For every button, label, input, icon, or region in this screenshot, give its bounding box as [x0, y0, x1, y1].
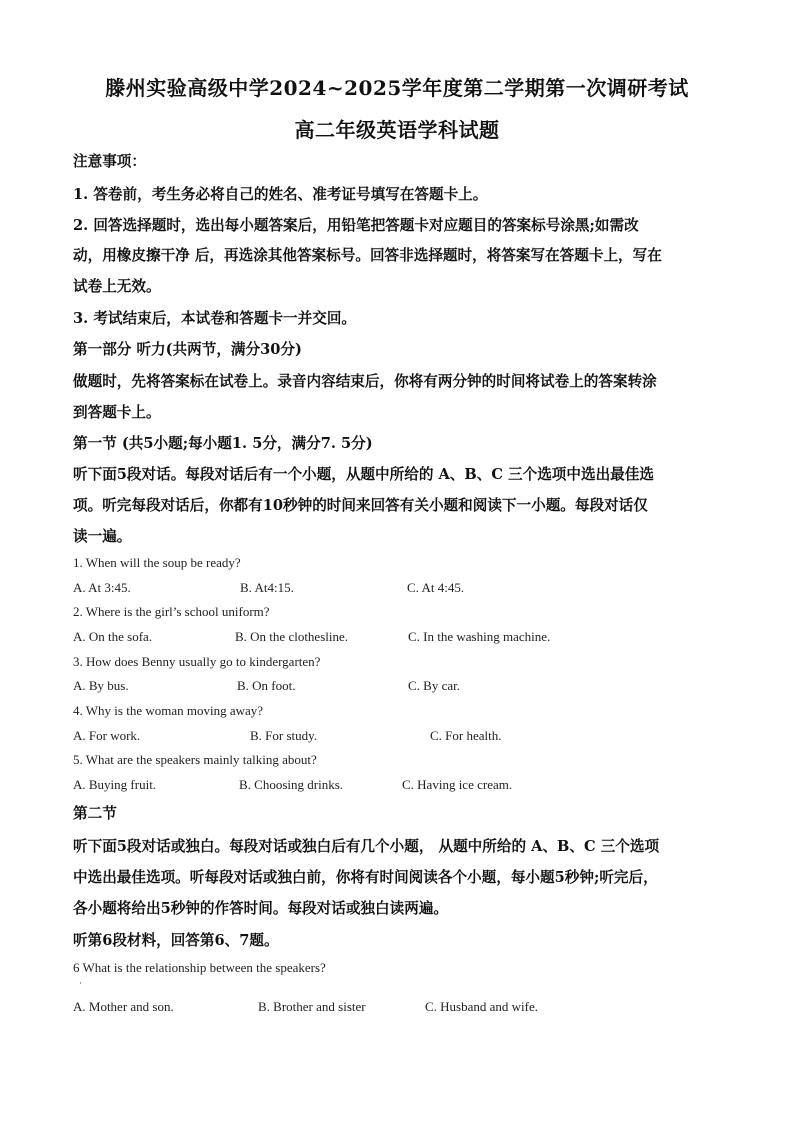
option-b: B. On foot. [237, 678, 296, 693]
section1-instruction-line-2: 项。听完每段对话后，你都有10秒钟的时间来回答有关小题和阅读下一小题。每段对话仅 [73, 497, 648, 514]
material-6-heading: 听第6段材料，回答第6、7题。 [73, 932, 279, 949]
option-c: C. By car. [408, 678, 460, 693]
option-b: B. For study. [250, 728, 318, 743]
question-stem: 5. What are the speakers mainly talking about? [73, 752, 317, 767]
section1-heading: 第一节 (共5小题;每小题1. 5分，满分7. 5分) [73, 435, 373, 452]
exam-title: 滕州实验高级中学2024~2025学年度第二学期第一次调研考试 [105, 76, 689, 100]
option-c: C. Husband and wife. [425, 999, 539, 1014]
option-b: B. At4:15. [240, 580, 294, 595]
option-c: C. For health. [430, 728, 502, 743]
section2-instruction-line-2: 中选出最佳选项。听每段对话或独白前，你将有时间阅读各个小题，每小题5秒钟;听完后， [73, 869, 658, 886]
note-item-3: 3. 考试结束后，本试卷和答题卡一并交回。 [73, 310, 357, 327]
option-b: B. Choosing drinks. [239, 777, 344, 792]
part1-instruction-line-2: 到答题卡上。 [73, 404, 161, 421]
option-c: C. Having ice cream. [402, 777, 513, 792]
option-a: A. For work. [73, 728, 141, 743]
stray-mark: · [79, 978, 82, 988]
section2-instruction-line-1: 听下面5段对话或独白。每段对话或独白后有几个小题， 从题中所给的 A、B、C 三个选项 [73, 838, 660, 855]
option-a: A. At 3:45. [73, 580, 131, 595]
notes-heading: 注意事项： [73, 153, 146, 170]
part1-instruction-line-1: 做题时，先将答案标在试卷上。录音内容结束后，你将有两分钟的时间将试卷上的答案转涂 [73, 373, 657, 390]
section2-heading: 第二节 [73, 805, 117, 822]
option-a: A. Buying fruit. [73, 777, 157, 792]
option-a: A. Mother and son. [73, 999, 174, 1014]
option-c: C. At 4:45. [407, 580, 465, 595]
section2-instruction-line-3: 各小题将给出5秒钟的作答时间。每段对话或独白读两遍。 [73, 900, 449, 917]
option-a: A. By bus. [73, 678, 129, 693]
exam-subtitle: 高二年级英语学科试题 [294, 118, 500, 142]
note-item-2-line-2: 动，用橡皮擦干净 后，再选涂其他答案标号。回答非选择题时，将答案写在答题卡上，写在 [73, 247, 662, 264]
part1-heading: 第一部分 听力(共两节，满分30分) [73, 341, 302, 358]
note-item-2-line-3: 试卷上无效。 [73, 278, 161, 295]
question-stem: 6 What is the relationship between the speakers? [73, 960, 326, 975]
question-stem: 4. Why is the woman moving away? [73, 703, 264, 718]
section1-instruction-line-3: 读一遍。 [73, 528, 132, 545]
option-a: A. On the sofa. [73, 629, 153, 644]
question-stem: 3. How does Benny usually go to kindergarten? [73, 654, 321, 669]
question-stem: 2. Where is the girl’s school uniform? [73, 604, 270, 619]
question-stem: 1. When will the soup be ready? [73, 555, 241, 570]
option-c: C. In the washing machine. [408, 629, 551, 644]
note-item-1: 1. 答卷前，考生务必将自己的姓名、准考证号填写在答题卡上。 [73, 186, 488, 203]
option-b: B. On the clothesline. [235, 629, 349, 644]
section1-instruction-line-1: 听下面5段对话。每段对话后有一个小题，从题中所给的 A、B、C 三个选项中选出最佳选 [73, 466, 654, 483]
note-item-2-line-1: 2. 回答选择题时，选出每小题答案后，用铅笔把答题卡对应题目的答案标号涂黑;如需改 [73, 217, 639, 234]
option-b: B. Brother and sister [258, 999, 366, 1014]
